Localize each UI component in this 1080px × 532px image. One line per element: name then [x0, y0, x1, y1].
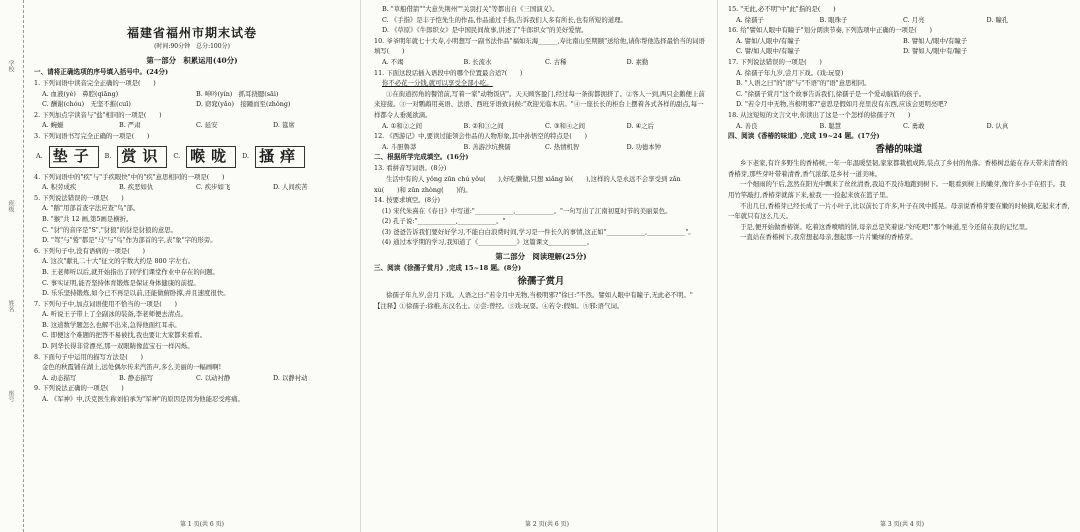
- option: D. 人间疾苦: [273, 183, 308, 192]
- option: C. 《手指》是丰子恺先生的作品,作品通过手指,告诉我们人多有所长,也有所短的道理。: [382, 15, 627, 24]
- option: D. "驾"与"鹫"都是"马"与"鸟"作为部首的字,表"象"字的形旁。: [42, 236, 217, 245]
- option: D. 筵席: [273, 121, 295, 130]
- option: C. 延安: [196, 121, 218, 130]
- option: A. 《军神》中,沃克医生称刘伯承为"军神"的原因是因为他能忍受疼痛。: [42, 395, 244, 404]
- options-row: [728, 121, 1070, 132]
- option: C. "豺"的音序是"S","豺狼"的豺是豺狼的意思。: [42, 225, 178, 234]
- question: 4. 下列词语中的"疾"与"手疾眼快"中的"疾"意思相同的一项是( ): [34, 172, 225, 181]
- option: C. 勇敢: [903, 121, 925, 130]
- section-heading: 三、阅读《徐孺子赏月》,完成 15~18 题。(8分): [374, 264, 522, 273]
- option: A. 听说王子带上了全副冰的装备,李老师便去清点。: [42, 310, 187, 319]
- option: C. ③和④之间: [545, 121, 586, 130]
- option: A. 蜿蜒: [42, 121, 64, 130]
- option: D. 认真: [986, 121, 1009, 130]
- option: A. ①和②之间: [382, 121, 422, 130]
- option: D. 功德本钟: [626, 142, 662, 151]
- exam-meta: (时间:90分钟 总分:100分): [154, 43, 230, 50]
- question: 10. 爷爷明年就七十大寿,小明想写一副书法作品"福如东海______,寿比南山至期颐"送给他,请你帮他选择最恰当的词语填写( ): [374, 36, 705, 56]
- option: B. 严肃: [119, 121, 141, 130]
- option: B. 呻吟(yín) 抓耳挠腮(sāi): [196, 89, 279, 98]
- question: 16. 给"譬如人眼中有瞳子"划分朗读节奏,下列选项中正确的一项是( ): [728, 26, 933, 35]
- options-row: [728, 46, 1070, 57]
- option: B. "猴"共 12 画,第5画是横折。: [42, 214, 133, 223]
- option: C. 月亮: [903, 15, 925, 24]
- fill-item: (2) 孔子说:"____________,____________。": [382, 217, 506, 226]
- option: A. 斗胆鲁莽: [382, 142, 417, 151]
- page-title: 福建省福州市期末试卷: [126, 26, 257, 40]
- question: 2. 下列加点字读音与"盐"相同的一项是( ): [34, 110, 162, 119]
- option: D. 瞳孔: [986, 15, 1009, 24]
- option-letter: B.: [104, 152, 112, 161]
- section-heading: 四、阅读《香椿的味道》,完成 19~24 题。(17分): [728, 132, 880, 141]
- option: D. 素勤: [626, 57, 649, 66]
- options-row: [34, 120, 350, 131]
- option: B. 善游沙坑携儒: [463, 142, 511, 151]
- binding-label: 姓名: [7, 300, 14, 312]
- options-row: [34, 89, 350, 100]
- option-letter: C.: [173, 152, 181, 161]
- word-box: 搔痒: [255, 146, 305, 168]
- option: A. "鹅"用部首查字法应查"鸟"部。: [42, 204, 140, 213]
- option: A. 善良: [736, 121, 758, 130]
- option: B. 眼珠子: [819, 15, 848, 24]
- section-heading: 一、请将正确选项的序号填入括号中。(24分): [34, 68, 169, 76]
- question: 6. 下列句子中,没有语病的一项是( ): [34, 246, 146, 255]
- question: 11. 下面这段话插入语段中的哪个位置最合适?( ): [374, 68, 523, 77]
- option: D. 《草原》《牛郎织女》是中国民间故事,讲述了"牛郎织女"的美好爱情。: [382, 26, 588, 35]
- option: C. 酬谢(chóu) 无坚不摧(cuī): [42, 100, 131, 109]
- passage: ①在街道拐角的餐馆前,写着一家"动物饭店"。天天顾客盈门,经过每一条街都拥挤了。②客人一到,两只企鹅便上前来迎接。③一对鹦鹉用英语、法语、西班牙语致问候:"欢迎光临本店。"④一座长长的柜台上摆着各式各样的甜点,每一样都令人垂涎欲滴。: [374, 89, 705, 119]
- options-row: [34, 182, 350, 193]
- options-row: [34, 373, 350, 384]
- page-footer: 第 3 页(共 4 页): [880, 521, 924, 528]
- option: C. 事实证明,能否坚持体育锻炼是保证身体健康的前提。: [42, 278, 200, 287]
- option: A. 譬如/人眼中/有瞳子: [736, 36, 801, 45]
- page-3: [728, 4, 1070, 528]
- option: B. 疾恶如仇: [119, 183, 154, 192]
- page-footer: 第 1 页(共 6 页): [180, 521, 224, 528]
- question: 14. 按要求填空。(8分): [374, 196, 440, 205]
- option: A. 这次"献礼二十大"征文的字数大约是 800 字左右。: [42, 257, 195, 266]
- question: 3. 下列词语书写完全正确的一项是( ): [34, 131, 150, 140]
- option: A. 动态描写: [42, 373, 77, 382]
- option: D. 譬如人/眼中有/瞳子: [903, 47, 968, 56]
- option: B. 譬如人/眼中/有瞳子: [903, 36, 968, 45]
- option: B. 长流水: [463, 57, 492, 66]
- word-box: 垫子: [49, 146, 99, 168]
- passage-paragraph: 乡下老家,有许多野生的香椿树,一年一年温暖坚韧,家家都栽植成阵,装点了乡村的角落。香椿树总能在春天带来清香的香椿芽,那些芽叶带着清香,香气浓郁,是乡村一道美味。: [728, 159, 1068, 178]
- option-letter: A.: [36, 152, 43, 161]
- page-footer: 第 2 页(共 6 页): [525, 521, 569, 528]
- option-letter: D.: [242, 152, 250, 161]
- option: C. 疾步如飞: [196, 183, 231, 192]
- binding-label: 班级: [7, 200, 14, 212]
- pinyin-passage: 生活中有的人 yǒng zūn chú yǒu( ),好吃懒做,只想 xiǎng lè( ),这样的人是永远不会享受到 zǎn xù( )和 zūn zhòng( )的。: [374, 174, 681, 194]
- options-row: [374, 57, 708, 68]
- binding-label: 座号: [7, 390, 14, 402]
- option: A. 血液(yè) 鼻腔(qiāng): [42, 89, 119, 98]
- question: 9. 下列说法正确的一项是( ): [34, 384, 124, 393]
- section-heading: 二、根据所学完成填空。(16分): [374, 153, 469, 162]
- option: B. 王老师听以后,就开始指出了同学们课堂作业中存在的问题。: [42, 267, 219, 276]
- option: B. 静态描写: [119, 373, 154, 382]
- fill-item: (3) 爸爸告诉我们要好好学习,不能白白浪费时间,学习是一件长久的事情,这正如"____________,____________"。: [382, 227, 695, 236]
- annotation-note: 【注释】①徐孺子:徐稚,东汉名士。②尝:曾经。③戏:玩耍。④若令:假如。⑤邪:语气词。: [374, 301, 624, 310]
- word-box: 喉咙: [186, 146, 236, 168]
- option: C. "徐孺子赏月"这个故事告诉我们,徐孺子是一个爱动脑筋的孩子。: [736, 89, 926, 98]
- question: 17. 下列说法错误的一项是( ): [728, 57, 822, 66]
- question: 15. "无此,必不明"中"此"指的是( ): [728, 5, 836, 13]
- binding-label: 学校: [7, 60, 14, 72]
- essay-title: 香椿的味道: [875, 144, 923, 156]
- options-row: [728, 15, 1070, 26]
- binding-margin: [0, 0, 24, 532]
- option: B. ②和③之间: [463, 121, 504, 130]
- part-heading: 第一部分 积累运用(40分): [146, 56, 238, 65]
- option: C. 以动衬静: [196, 373, 231, 382]
- option: B. 聪慧: [819, 121, 842, 130]
- option: A. 不竭: [382, 57, 404, 66]
- option: D. 阿华长得非常漂亮,那一双眼睛像蓝宝石一样闪烁。: [42, 342, 194, 351]
- fill-item: (4) 通过本学期的学习,我知道了《____________》这篇课文____________。: [382, 238, 594, 247]
- option: B. "草船借箭""大意失荆州""关羽打关"等都出自《三国演义》。: [382, 5, 559, 13]
- option: D. 以静衬动: [273, 373, 308, 382]
- option: C. 即便这个难题的把答不易被找,我也要让大家都来看看。: [42, 331, 207, 340]
- page-divider: [360, 0, 370, 532]
- word-box: 赏识: [117, 146, 167, 168]
- option: B. "人语之曰"的"语"与"不语"的"语"意思相同。: [736, 79, 871, 88]
- passage: 徐孺子年九岁,尝月下戏。人语之曰:"若令月中无物,当极明邪?"徐曰:"不然。譬如人眼中有瞳子,无此必不明。": [386, 291, 693, 300]
- options-row: [728, 36, 1070, 47]
- fill-item: (1) 宋代朱熹在《春日》中写道:"____________,____________。"一句写出了江南初夏时节的美丽景色。: [382, 206, 672, 215]
- option: C. 古稀: [545, 57, 567, 66]
- option: B. 这道数学题怎么也解不出来,急得他面红耳赤。: [42, 320, 181, 329]
- options-row: [374, 142, 708, 153]
- insert-sentence: 你不必花一分钱,就可以享受全部小吃。: [382, 79, 493, 88]
- option: A. 徐孺子年九岁,尝月下戏。(戏:玩耍): [736, 68, 844, 77]
- options-row: [34, 99, 350, 110]
- page-2: [374, 4, 708, 528]
- passage-paragraph: 一直站在香椿树下,我常想起母亲,想起那一片片嫩绿的香椿芽。: [740, 233, 917, 242]
- question: 7. 下列句子中,加点词语使用不恰当的一项是( ): [34, 299, 177, 308]
- page-1: [34, 4, 350, 528]
- passage-paragraph: 一个细雨的午后,忽然在阳光中飘来了丝丝清香,我迫不及待地跑到树下。一眼看到树上的嫩芽,像许多小手在招手。我用竹竿敲打,香椿芽就落下来,被我一一捡起来放在篮子里。: [728, 180, 1066, 199]
- quoted-text: 金色的秋霞铺在湖上,远处偶尔传来汽笛声,多么美丽的一幅画啊!: [42, 363, 222, 372]
- option: D. 乐乐坚持锻炼,如今已不再是以前,还能做俯卧撑,并且速度很快。: [42, 289, 230, 298]
- word-boxes: [34, 142, 350, 172]
- question: 5. 下列说法错误的一项是( ): [34, 193, 124, 202]
- question: 8. 下面句子中运用的描写方法是( ): [34, 352, 143, 361]
- question: 12. 《西游记》中,要读过能领会作品的人物形象,其中孙悟空的特点是( ): [374, 132, 587, 141]
- option: C. 热情机智: [545, 142, 580, 151]
- question: 18. 从这短短的文言文中,你读出了这是一个怎样的徐孺子?( ): [728, 110, 911, 119]
- passage-paragraph: 不出几日,香椿芽已经长成了一片小叶子,比以前长了许多,叶子在风中摇晃。母亲说香椿芽要在嫩的时候摘,吃起来才香,一年就只有这么几天。: [728, 201, 1070, 221]
- essay-title: 徐孺子赏月: [517, 276, 565, 288]
- option: D. ④之后: [626, 121, 654, 130]
- option: A. 积劳成疾: [42, 183, 77, 192]
- option: D. 窈窕(yǎo) 接踵而至(zhǒng): [196, 100, 291, 109]
- part-heading: 第二部分 阅读理解(25分): [495, 252, 587, 262]
- option: C. 譬/如人眼中/有瞳子: [736, 47, 801, 56]
- passage-paragraph: 于是,便开始做香椿饼。吃着这香喷喷的饼,母亲总是笑着说:"好吃吧!"那个味道,至今还留在我的记忆里。: [740, 222, 1032, 231]
- option: A. 徐孺子: [736, 15, 764, 24]
- options-row: [374, 121, 708, 132]
- option: D. "若令月中无物,当极明邪?"意思是假如月亮里没有东西,应该会更明亮吧?: [736, 100, 948, 109]
- page-divider: [717, 0, 727, 532]
- question: 1. 下列词语中读音完全正确的一项是( ): [34, 79, 156, 87]
- question: 13. 看拼音写词语。(8分): [374, 164, 447, 173]
